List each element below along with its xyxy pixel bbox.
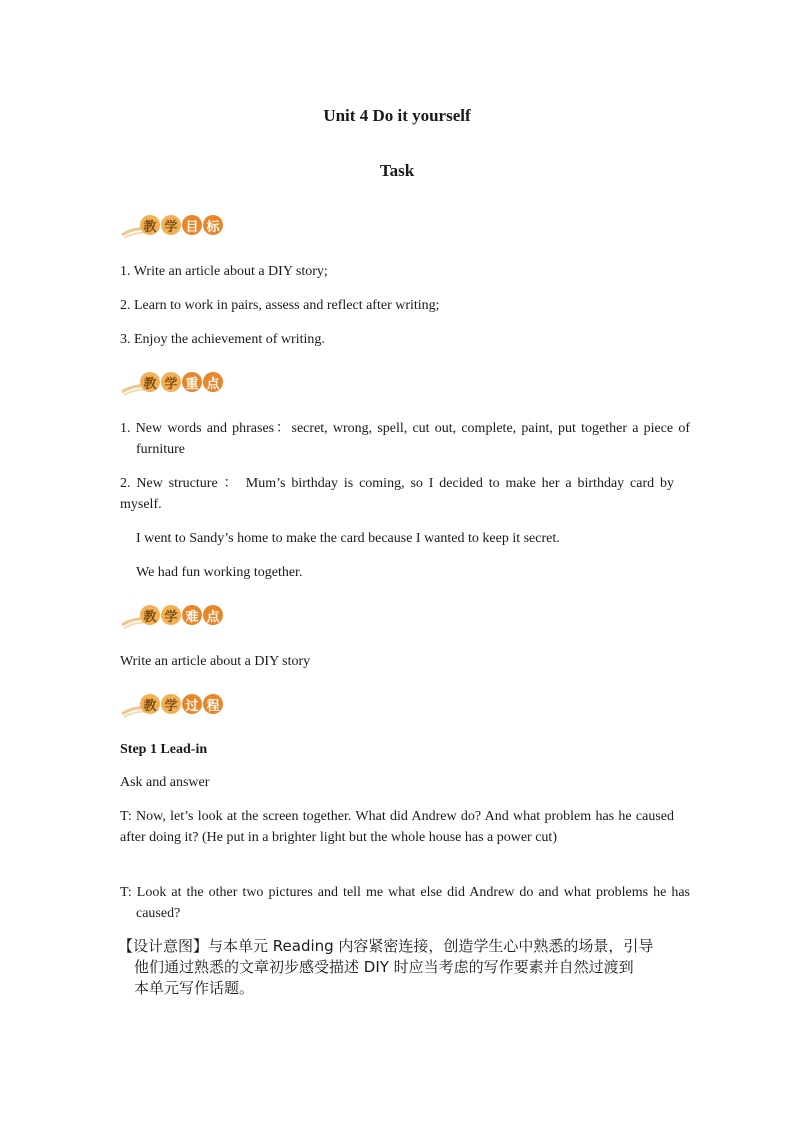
badge-char: 学 (161, 605, 181, 625)
key-point-structure: 2. New structure ： Mum’s birthday is coming, so I decided to make her a birthday card by myself. (120, 476, 674, 512)
difficulty-text: Write an article about a DIY story (120, 654, 311, 669)
badge-char: 教 (140, 694, 160, 714)
key-point-words: 1. New words and phrases：secret, wrong, spell, cut out, complete, paint, put together a piece of furniture (120, 421, 690, 457)
badge-char: 目 (182, 215, 202, 235)
badge-char: 教 (140, 372, 160, 392)
step-heading: Step 1 Lead-in (120, 742, 208, 757)
key-point-example: I went to Sandy’s home to make the card because I wanted to keep it secret. (136, 531, 560, 546)
design-intent-line: 他们通过熟悉的文章初步感受描述 DIY 时应当考虑的写作要素并自然过渡到 (134, 958, 634, 976)
badge-char: 难 (182, 605, 202, 625)
teacher-question: T: Look at the other two pictures and tell me what else did Andrew do and what problems he has caused? (120, 885, 690, 921)
badge-char: 程 (203, 694, 223, 714)
badge-char: 教 (140, 605, 160, 625)
badge-char: 标 (203, 215, 223, 235)
section-badge-difficulties (120, 603, 230, 629)
key-point-example: We had fun working together. (136, 565, 303, 580)
badge-char: 点 (203, 605, 223, 625)
objective-item: 2. Learn to work in pairs, assess and reflect after writing; (120, 298, 440, 313)
teacher-question: T: Now, let’s look at the screen together. What did Andrew do? And what problem has he caused after doing it? (He put in a brighter light but the whole house has a power cut) (120, 809, 674, 845)
badge-char: 重 (182, 372, 202, 392)
design-intent-line: 本单元写作话题。 (134, 979, 255, 997)
document-subtitle: Task (379, 161, 415, 180)
badge-char: 过 (182, 694, 202, 714)
badge-char: 教 (140, 215, 160, 235)
design-intent-line: 【设计意图】与本单元 Reading 内容紧密连接，创造学生心中熟悉的场景，引导 (118, 937, 654, 955)
section-badge-objectives (120, 213, 230, 239)
badge-char: 学 (161, 215, 181, 235)
section-badge-process (120, 692, 230, 718)
badge-char: 学 (161, 694, 181, 714)
section-badge-key-points (120, 370, 230, 396)
objective-item: 1. Write an article about a DIY story; (120, 264, 328, 279)
badge-char: 学 (161, 372, 181, 392)
objective-item: 3. Enjoy the achievement of writing. (120, 332, 325, 347)
document-title: Unit 4 Do it yourself (323, 106, 471, 125)
badge-char: 点 (203, 372, 223, 392)
activity-label: Ask and answer (120, 775, 210, 790)
